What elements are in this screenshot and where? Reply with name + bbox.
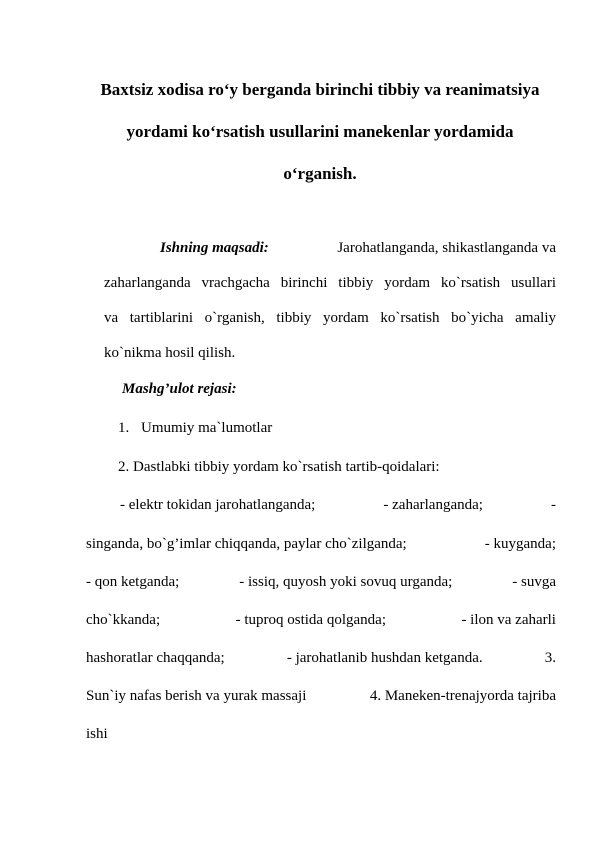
title-line-3: o‘rganish.: [283, 164, 357, 183]
list-item-burn: - kuyganda;: [484, 536, 556, 552]
list-item-fainting: - jarohatlanib hushdan ketganda.: [286, 650, 483, 666]
list-item-buried: - tuproq ostida qolganda;: [235, 612, 386, 628]
aim-label: Ishning maqsadi:: [160, 240, 269, 256]
plan-label: Mashg’ulot rejasi:: [122, 381, 237, 397]
list-item-fracture: singanda, bo`g’imlar chiqqanda, paylar cho`zilganda;: [86, 536, 407, 552]
list-row-6: [86, 688, 556, 705]
title-line-1: Baxtsiz xodisa ro‘y berganda birinchi tibbiy va reanimatsiya: [100, 80, 540, 99]
aim-line-3: [104, 310, 556, 327]
aim-line-1: [160, 240, 556, 257]
list-item-electric: - elektr tokidan jarohatlanganda;: [120, 497, 316, 513]
plan-item-3-number: 3.: [544, 650, 556, 666]
list-item-poisoning: - zaharlanganda;: [383, 497, 483, 513]
plan-item-1-text: Umumiy ma`lumotlar: [141, 420, 273, 436]
list-item-bleeding: - qon ketganda;: [86, 574, 180, 590]
list-item-snake-start: - ilon va zaharli: [461, 612, 556, 628]
list-item-drowning-end: cho`kkanda;: [86, 612, 161, 628]
plan-item-1-number: 1.: [118, 420, 130, 436]
plan-item-4-text: 4. Maneken-trenajyorda tajriba: [369, 688, 556, 704]
list-item-insects: hashoratlar chaqqanda;: [86, 650, 225, 666]
aim-line-2: [104, 275, 556, 292]
plan-item-2: 2. Dastlabki tibbiy yordam ko`rsatish tartib-qoidalari:: [118, 459, 440, 475]
aim-text-2: zaharlanganda vrachgacha birinchi tibbiy yordam ko`rsatish usullari: [104, 275, 556, 291]
list-item-heatstroke: - issiq, quyosh yoki sovuq urganda;: [239, 574, 453, 590]
plan-item-3-text: Sun`iy nafas berish va yurak massaji: [86, 688, 307, 704]
list-row-2: [86, 536, 556, 553]
list-row-3: [86, 574, 556, 591]
title-line-2: yordami ko‘rsatish usullarini manekenlar yordamida: [126, 122, 514, 141]
list-dash: -: [551, 497, 556, 513]
plan-item-4-end: ishi: [86, 726, 108, 742]
aim-text-4: ko`nikma hosil qilish.: [104, 345, 236, 361]
aim-text-1: Jarohatlanganda, shikastlanganda va: [337, 240, 556, 256]
list-item-drowning-start: - suvga: [512, 574, 556, 590]
list-row-1: [120, 497, 556, 514]
list-row-4: [86, 612, 556, 629]
aim-text-3: va tartiblarini o`rganish, tibbiy yordam ko`rsatish bo`yicha amaliy: [104, 310, 556, 326]
list-row-5: [86, 650, 556, 667]
